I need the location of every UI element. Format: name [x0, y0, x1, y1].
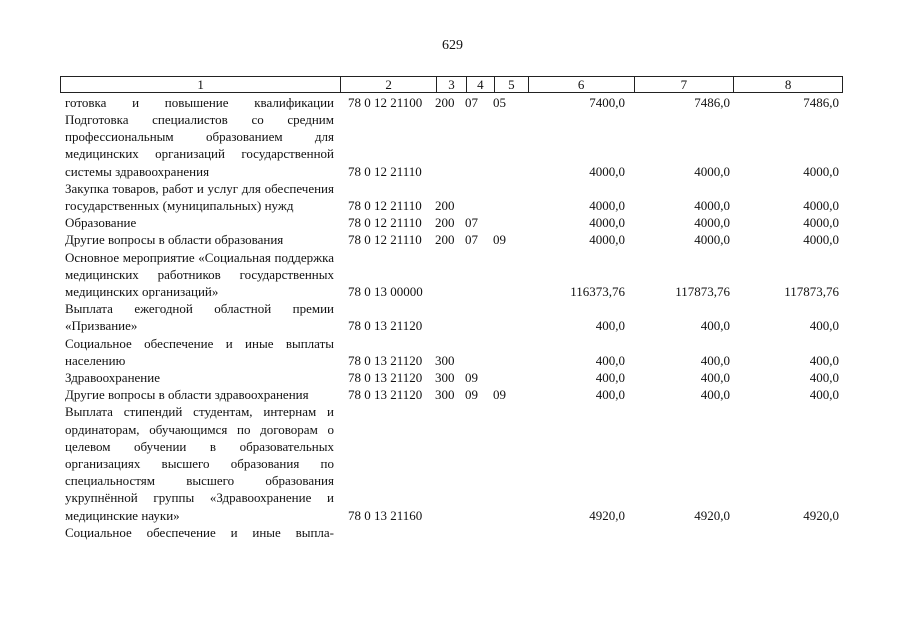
- row-value-2: 400,0: [700, 352, 730, 368]
- row-name: Здравоохранение: [65, 370, 160, 386]
- row-value-3: 4000,0: [803, 215, 839, 231]
- row-code: 78 0 13 21160: [348, 507, 423, 523]
- row-code: 78 0 12 21110: [348, 232, 422, 248]
- row-value-3: 117873,76: [784, 284, 839, 300]
- table-row: [60, 231, 843, 248]
- table-row: [60, 524, 843, 541]
- column-header-4: 4: [467, 77, 495, 92]
- row-value-1: 4000,0: [589, 198, 625, 214]
- row-vr: 200: [435, 232, 455, 248]
- row-code: 78 0 12 21100: [348, 94, 423, 110]
- row-code: 78 0 13 00000: [348, 284, 423, 300]
- row-value-1: 400,0: [595, 352, 625, 368]
- table-row: [60, 386, 843, 403]
- row-value-3: 400,0: [809, 352, 839, 368]
- column-header-8: 8: [784, 77, 792, 92]
- table-row: [60, 403, 843, 523]
- row-vr: 200: [435, 198, 455, 214]
- row-value-2: 4000,0: [694, 232, 730, 248]
- row-value-3: 4920,0: [803, 507, 839, 523]
- row-value-3: 4000,0: [803, 232, 839, 248]
- table-row: [60, 94, 843, 111]
- row-value-2: 400,0: [700, 318, 730, 334]
- page-number: 629: [442, 38, 463, 53]
- row-rz: 09: [465, 370, 478, 386]
- table-row: [60, 180, 843, 214]
- row-code: 78 0 13 21120: [348, 370, 423, 386]
- row-vr: 200: [435, 94, 455, 110]
- row-rz: 07: [465, 215, 478, 231]
- row-value-1: 4000,0: [589, 163, 625, 179]
- row-value-3: 400,0: [809, 387, 839, 403]
- row-code: 78 0 12 21110: [348, 163, 422, 179]
- row-value-2: 4000,0: [694, 163, 730, 179]
- row-value-2: 400,0: [700, 387, 730, 403]
- row-vr: 300: [435, 370, 455, 386]
- column-header-6: 6: [529, 77, 635, 92]
- column-header-2: 2: [341, 77, 437, 92]
- row-name: Социальное обеспечение и иные выплаты населению: [65, 335, 334, 368]
- row-value-3: 7486,0: [803, 94, 839, 110]
- row-name: Основное мероприятие «Социальная поддержка медицинских работников государственных медицинских организаций»: [65, 249, 334, 300]
- row-rz: 07: [465, 232, 478, 248]
- row-value-1: 4920,0: [589, 507, 625, 523]
- column-header-3: 3: [437, 77, 467, 92]
- row-name: Другие вопросы в области образования: [65, 232, 284, 248]
- row-name: готовка и повышение квалификации: [65, 95, 334, 110]
- table-row: [60, 300, 843, 334]
- row-name: Закупка товаров, работ и услуг для обеспечения государственных (муниципальных) нужд: [65, 180, 334, 214]
- row-value-1: 400,0: [595, 387, 625, 403]
- row-name: Другие вопросы в области здравоохранения: [65, 387, 309, 403]
- column-header-7: 7: [635, 77, 735, 92]
- row-value-3: 400,0: [809, 370, 839, 386]
- row-value-2: 4000,0: [694, 215, 730, 231]
- row-name: Образование: [65, 215, 137, 231]
- row-vr: 300: [435, 387, 455, 403]
- row-vr: 200: [435, 215, 455, 231]
- row-value-2: 4920,0: [694, 507, 730, 523]
- row-name: Выплата стипендий студентам, интернам и ординаторам, обучающимся по договорам о целевом обучении в образовательных организациях высшего образования по специальностям высшего образования укрупнённой группы «Здравоохранение и медицинские науки»: [65, 404, 334, 523]
- row-value-1: 4000,0: [589, 215, 625, 231]
- table-row: [60, 369, 843, 386]
- row-rz: 09: [465, 387, 478, 403]
- row-value-3: 4000,0: [803, 163, 839, 179]
- row-value-2: 4000,0: [694, 198, 730, 214]
- row-pr: 09: [493, 232, 506, 248]
- row-value-1: 4000,0: [589, 232, 625, 248]
- row-value-1: 400,0: [595, 370, 625, 386]
- table-row: [60, 249, 843, 301]
- row-value-2: 7486,0: [694, 94, 730, 110]
- row-code: 78 0 13 21120: [348, 387, 423, 403]
- row-value-3: 4000,0: [803, 198, 839, 214]
- row-code: 78 0 12 21110: [348, 198, 422, 214]
- row-value-2: 400,0: [700, 370, 730, 386]
- row-vr: 300: [435, 352, 455, 368]
- row-value-1: 7400,0: [589, 94, 625, 110]
- row-pr: 05: [493, 94, 506, 110]
- row-name: Выплата ежегодной областной премии «Призвание»: [65, 301, 334, 334]
- row-value-1: 116373,76: [570, 284, 625, 300]
- table-column-header: [60, 76, 843, 93]
- table-row: [60, 335, 843, 369]
- table-row: [60, 111, 843, 180]
- row-rz: 07: [465, 94, 478, 110]
- column-header-5: 5: [495, 77, 529, 92]
- row-value-2: 117873,76: [675, 284, 730, 300]
- column-header-1: 1: [61, 77, 341, 92]
- table-row: [60, 214, 843, 231]
- row-value-1: 400,0: [595, 318, 625, 334]
- row-code: 78 0 13 21120: [348, 318, 423, 334]
- row-code: 78 0 13 21120: [348, 352, 423, 368]
- table-body: [60, 94, 843, 541]
- row-name: Социальное обеспечение и иные выпла-: [65, 524, 334, 540]
- row-name: Подготовка специалистов со средним профессиональным образованием для медицинских организаций государственной системы здравоохранения: [65, 112, 334, 179]
- row-code: 78 0 12 21110: [348, 215, 422, 231]
- row-pr: 09: [493, 387, 506, 403]
- row-value-3: 400,0: [809, 318, 839, 334]
